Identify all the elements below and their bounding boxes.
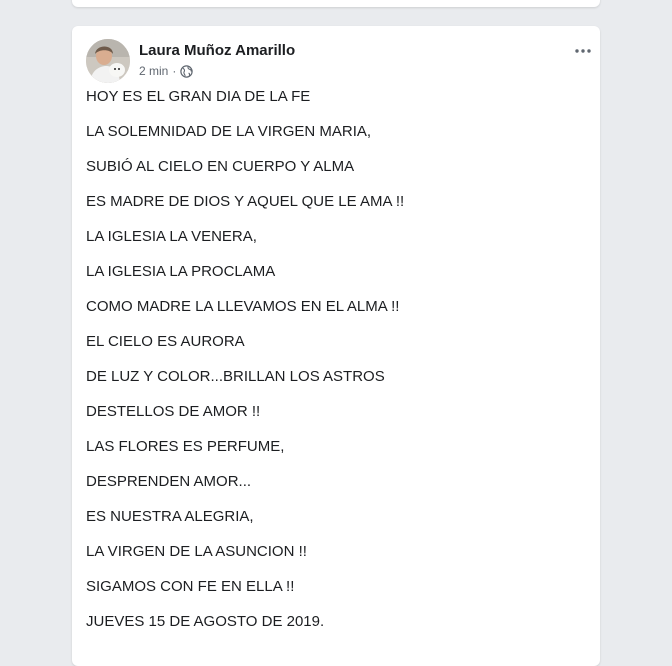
post-text-line: LA IGLESIA LA PROCLAMA [86,263,276,280]
post-text [86,88,586,648]
more-options-icon[interactable] [572,40,594,62]
post-text-line: LA IGLESIA LA VENERA, [86,228,257,245]
post-text-line: LA VIRGEN DE LA ASUNCION !! [86,543,307,560]
post-text-line: LAS FLORES ES PERFUME, [86,438,285,455]
post-text-line: LA SOLEMNIDAD DE LA VIRGEN MARIA, [86,123,372,140]
avatar[interactable] [86,39,130,83]
previous-post-card [72,0,600,7]
post-text-line: EL CIELO ES AURORA [86,333,245,350]
post-text-line: JUEVES 15 DE AGOSTO DE 2019. [86,613,325,630]
post-text-line: DESTELLOS DE AMOR !! [86,403,261,420]
post-timestamp[interactable]: 2 min [139,64,169,78]
post-text-line: DESPRENDEN AMOR... [86,473,252,490]
post-meta [139,63,193,79]
post-text-line: ES MADRE DE DIOS Y AQUEL QUE LE AMA !! [86,193,405,210]
post-text-line: SUBIÓ AL CIELO EN CUERPO Y ALMA [86,158,355,175]
post-text-line: HOY ES EL GRAN DIA DE LA FE [86,88,311,105]
globe-icon [180,65,193,78]
avatar-photo [86,39,130,83]
author-name[interactable]: Laura Muñoz Amarillo [139,42,296,59]
post-text-line: DE LUZ Y COLOR...BRILLAN LOS ASTROS [86,368,385,385]
post-text-line: COMO MADRE LA LLEVAMOS EN EL ALMA !! [86,298,400,315]
post-card [72,26,600,666]
meta-separator: · [172,64,177,78]
post-text-line: ES NUESTRA ALEGRIA, [86,508,254,525]
post-text-line: SIGAMOS CON FE EN ELLA !! [86,578,295,595]
